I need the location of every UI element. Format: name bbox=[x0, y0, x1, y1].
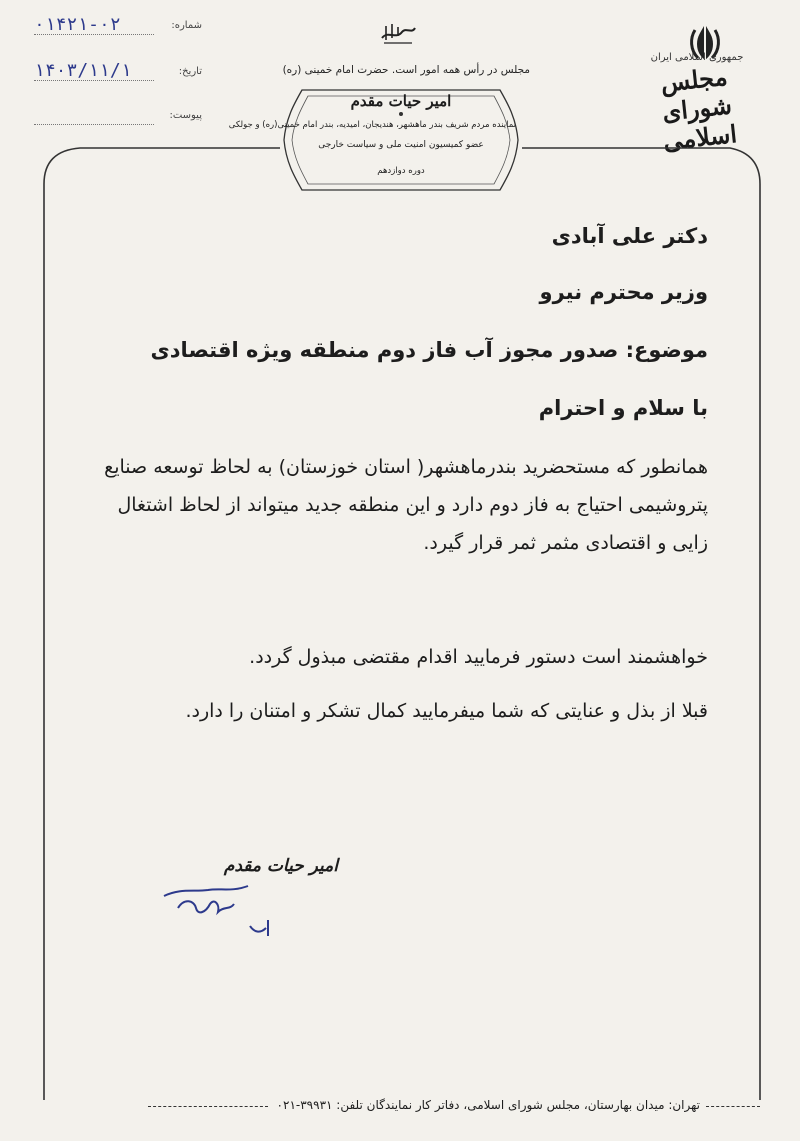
attachment-field bbox=[24, 104, 224, 128]
recipient-title: وزیر محترم نیرو bbox=[539, 280, 708, 304]
motto-text: مجلس در رأس همه امور است. حضرت امام خمینی (ره) bbox=[282, 64, 530, 76]
recipient-name: دکتر علی آبادی bbox=[551, 224, 708, 248]
attachment-label: پیوست: bbox=[169, 110, 202, 121]
footer-dash-right bbox=[706, 1106, 760, 1107]
cartouche-line-2: عضو کمیسیون امنیت ملی و سیاست خارجی bbox=[318, 140, 484, 150]
attachment-line bbox=[34, 124, 154, 125]
paragraph-2: خواهشمند است دستور فرمایید اقدام مقتضی مبذول گردد. bbox=[249, 646, 708, 668]
date-value: ۱۴۰۳/۱۱/۱ bbox=[34, 60, 132, 81]
handwritten-signature bbox=[150, 878, 280, 948]
subject-line: موضوع: صدور مجوز آب فاز دوم منطقه ویژه اقتصادی bbox=[150, 338, 708, 362]
number-field bbox=[24, 14, 224, 38]
cartouche-title: امیر حیات مقدم bbox=[350, 92, 452, 110]
greeting: با سلام و احترام bbox=[538, 396, 708, 420]
bismillah-calligraphy-icon bbox=[378, 18, 418, 46]
parliament-logo bbox=[632, 52, 762, 156]
paragraph-1: همانطور که مستحضرید بندرماهشهر( استان خوزستان) به لحاظ توسعه صنایع پتروشیمی احتیاج به فاز دوم دارد و این منطقه جدید میتواند از لحاظ اشتغال زایی و اقتصادی مثمر ثمر قرار گیرد. bbox=[104, 456, 708, 554]
number-value: ۰۱۴۲۱-۰۲ bbox=[34, 14, 121, 35]
number-label: شماره: bbox=[171, 20, 202, 31]
logo-big-text: مجلس شورای اسلامی bbox=[659, 61, 739, 156]
footer-address: تهران: میدان بهارستان، مجلس شورای اسلامی، دفاتر کار نمایندگان تلفن: ۳۹۹۳۱-۰۲۱ bbox=[276, 1098, 700, 1112]
date-label: تاریخ: bbox=[178, 66, 202, 77]
signature-name: امیر حیات مقدم bbox=[223, 856, 338, 876]
date-field bbox=[24, 60, 224, 84]
logo-small-text: جمهوری اسلامی ایران bbox=[650, 52, 744, 63]
number-line bbox=[34, 34, 154, 35]
cartouche-line-3: دوره دوازدهم bbox=[377, 166, 425, 176]
paragraph-3: قبلا از بذل و عنایتی که شما میفرمایید کمال تشکر و امتنان را دارد. bbox=[185, 700, 708, 722]
cartouche-line-1: نماینده مردم شریف بندر ماهشهر، هندیجان، امیدیه، بندر امام خمینی(ره) و جولکی bbox=[228, 120, 516, 130]
date-line bbox=[34, 80, 154, 81]
